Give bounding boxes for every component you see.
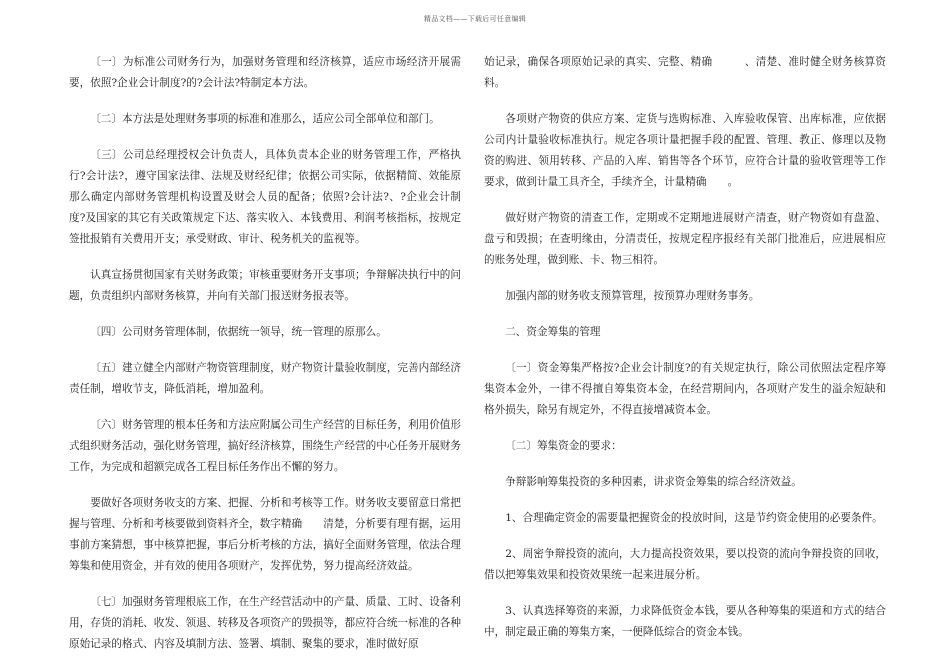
paragraph: 认真宣扬贯彻国家有关财务政策；审核重要财务开支事项；争辩解决执行中的问题，负责组织内部财务核算，并向有关部门报送财务报表等。 (69, 269, 461, 302)
paragraph: 〔六〕财务管理的根本任务和方法应附属公司生产经营的目标任务，利用价值形式组织财务活动，强化财务管理，搞好经济核算，围绕生产经营的中心任务开展财务工作，为完成和超额完成各工程目标任务作出不懈的努力。 (69, 419, 461, 473)
paragraph: 要做好各项财务收支的方案、把握、分析和考核等工作。财务收支要留意日常把握与管理、分析和考核要做到资料齐全，数字精确 清楚，分析要有理有据，运用事前方案猜想，事中核算把握，事后分析考核的方法，搞好全面财务管理，依法合理筹集和使用资金，并有效的使用各项财产，发挥优势，努力提高经济效益。 (69, 497, 461, 572)
paragraph: 加强内部的财务收支预算管理，按预算办理财务事务。 (505, 290, 760, 302)
paragraph: 做好财产物资的清查工作，定期或不定期地进展财产清查，财产物资如有盘盈、盘亏和毁损；在查明缘由，分清责任，按规定程序报经有关部门批准后，应进展相应的账务处理，做到账、卡、物三相符。 (484, 212, 886, 266)
paragraph: 1、合理确定资金的需要量把握资金的投放时间，这是节约资金使用的必要条件。 (505, 512, 883, 524)
paragraph: 争辩影响筹集投资的多种因素，讲求资金筹集的综合经济效益。 (505, 476, 802, 488)
paragraph: 各项财产物资的供应方案、定货与选购标准、入库验收保管、出库标准，应依据公司内计量验收标准执行。规定各项计量把握手段的配置、管理、教正、修理以及物资的购进、领用转移、产品的入库、销售等各个环节，应符合计量的验收管理等工作要求，做到计量工具齐全，手续齐全，计量精确 。 (484, 113, 886, 188)
paragraph: 〔三〕公司总经理授权会计负责人，具体负责本企业的财务管理工作，严格执行?会计法?，遵守国家法律、法规及财经纪律；依据公司实际，依据精简、效能原那么确定内部财务管理机构设置及财会人员的配备；依照?会计法?、?企业会计制度?及国家的其它有关政策规定下达、落实收入、本钱费用、利润考核指标，按规定签批报销有关费用开支；承受财政、审计、税务机关的监视等。 (69, 149, 461, 245)
paragraph: 〔二〕筹集资金的要求： (505, 440, 622, 452)
paragraph: 〔四〕公司财务管理体制，依据统一领导，统一管理的原那么。 (90, 326, 387, 338)
paragraph: 〔一〕资金筹集严格按?企业会计制度?的有关规定执行，除公司依照法定程序筹集资本金外，一律不得擅自筹集资本金，在经营期间内，各项财产发生的溢余短缺和格外损失，除另有规定外，不得直接增减资本金。 (484, 362, 886, 416)
paragraph: 〔五〕建立健全内部财产物资管理制度，财产物资计量验收制度，完善内部经济责任制，增收节支，降低消耗，增加盈利。 (69, 362, 461, 395)
paragraph: 〔七〕加强财务管理根底工作，在生产经营活动中的产量、质量、工时、设备利用，存货的消耗、收发、领退、转移及各项资产的毁损等，都应符合统一标准的各种原始记录的格式、内容及填制方法、签署、填制、聚集的要求，准时做好原 (69, 596, 461, 650)
paragraph: 2、周密争辩投资的流向，大力提高投资效果，要以投资的流向争辩投资的回收，借以把筹集效果和投资效果统一起来进展分析。 (484, 548, 886, 581)
page-header: 精品文档——下载后可任意编辑 (423, 15, 527, 23)
paragraph: 〔一〕为标准公司财务行为，加强财务管理和经济核算，适应市场经济开展需要，依照?企业会计制度?的?会计法?特制定本方法。 (69, 56, 461, 89)
right-column (484, 52, 886, 658)
paragraph: 二、资金筹集的管理 (505, 326, 601, 338)
paragraph: 〔二〕本方法是处理财务事项的标准和准那么，适应公司全部单位和部门。 (90, 113, 440, 125)
left-column (69, 52, 461, 670)
paragraph: 始记录，确保各项原始记录的真实、完整、精确 、清楚、准时健全财务核算资料。 (484, 56, 886, 89)
paragraph: 3、认真选择筹资的来源，力求降低资金本钱，要从各种筹集的渠道和方式的结合中，制定最正确的筹集方案，一便降低综合的资金本钱。 (484, 605, 886, 638)
